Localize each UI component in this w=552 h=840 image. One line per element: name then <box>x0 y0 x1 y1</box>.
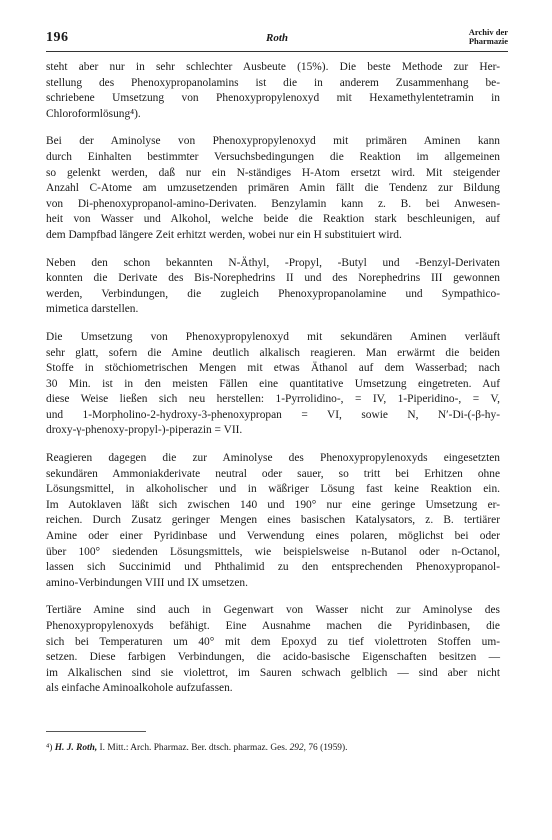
running-title: Roth <box>265 32 288 44</box>
text-line: sekundären Ammoniakderivate neutral oder sauer, so tritt bei Erhitzen ohne <box>46 467 500 480</box>
paragraph <box>46 256 500 318</box>
journal-name-line-2: Pharmazie <box>468 36 508 46</box>
text-line: schriebene Umsetzung von Phenoxypropylenoxyd mit Hexamethylentetramin in <box>46 92 500 105</box>
text-line: von Di-phenoxypropanol-amino-Derivaten. Benzylamin kann z. B. bei Anwesen- <box>46 197 500 210</box>
text-line: im Alkalischen sind sie violettrot, im Sauren schwach gelblich — sind aber nicht <box>46 666 500 679</box>
page-number: 196 <box>46 30 69 45</box>
text-line: heit von Wasser und Alkohol, welche beide die Reaktion stark beschleunigen, auf <box>46 213 500 226</box>
journal-name <box>469 28 508 46</box>
text-line: Lösungsmittel, in alkoholischer und in wäßriger Lösung fast keine Reaktion ein. <box>46 483 500 496</box>
text-line: über 100° siedenden Lösungsmittels, wie beispielsweise n-Butanol oder n-Octanol, <box>46 545 500 558</box>
text-line: sich bei Temperaturen um 40° mit dem Epoxyd zu tief violettroten Stoffen um- <box>46 635 500 648</box>
text-line: durch Einhalten bestimmter Versuchsbedingungen die Reaktion im allgemeinen <box>46 150 500 163</box>
text-line: droxy-γ-phenoxy-propyl-)-piperazin = VII. <box>46 424 243 437</box>
text-line: steht aber nur in sehr schlechter Ausbeute (15%). Die beste Methode zur Her- <box>46 61 500 73</box>
paragraph <box>46 330 500 439</box>
footnote-rule <box>46 731 146 732</box>
page-header <box>46 28 508 50</box>
text-line: Tertiäre Amine sind auch in Gegenwart von Wasser nicht zur Aminolyse des <box>46 604 500 617</box>
text-line: Chloroformlösung⁴). <box>46 107 141 120</box>
paragraph <box>46 134 500 243</box>
text-line: Die Umsetzung von Phenoxypropylenoxyd mit sekundären Aminen verläuft <box>46 330 500 343</box>
text-line: Im Autoklaven läßt sich zwischen 140 und 190° nur eine geringe Umsetzung er- <box>46 498 500 511</box>
text-line: und 1-Morpholino-2-hydroxy-3-phenoxypropan = VI, sowie N, N′-Di-(-β-hy- <box>46 408 500 421</box>
text-line: dem Dampfbad längere Zeit erhitzt werden, wobei nur ein H substituiert wird. <box>46 228 402 241</box>
text-line: mimetica darstellen. <box>46 303 139 316</box>
body-text <box>46 60 500 709</box>
text-line: so gelenkt werden, daß nur ein N-ständiges H-Atom ersetzt wird. Mit steigender <box>46 166 500 179</box>
footnote-pages-year: 76 (1959). <box>308 743 348 753</box>
text-line: werden, Verbindungen, die zugleich Phenoxypropanolamine und Sympathico- <box>46 287 500 300</box>
text-line: als einfache Aminoalkohole aufzufassen. <box>46 682 233 695</box>
text-line: Anzahl C-Atome am umzusetzenden primären Amin fällt die Tendenz zur Bildung <box>46 182 500 195</box>
paragraph <box>46 603 500 697</box>
header-rule <box>46 51 508 52</box>
text-line: Phenoxypropylenoxyds befähigt. Eine Ausnahme machen die Pyridinbasen, die <box>46 620 500 632</box>
footnote-volume: 292, <box>289 743 307 753</box>
footnote-marker: ⁴) <box>46 743 53 753</box>
text-line: lassen sich Succinimid und Phthalimid zu den entsprechenden Phenoxypropanol- <box>46 561 500 574</box>
text-line: setzen. Diese farbigen Verbindungen, die acido-basische Eigenschaften besitzen — <box>46 651 500 664</box>
text-line: konnten die Derivate des Bis-Norephedrins II und des Norephedrins III gewonnen <box>46 272 500 285</box>
footnote <box>46 742 347 754</box>
text-line: 30 Min. ist in den meisten Fällen eine quantitative Umsetzung eingetreten. Auf <box>46 377 500 390</box>
footnote-author: H. J. Roth, <box>54 743 98 753</box>
text-line: Neben den schon bekannten N-Äthyl, -Propyl, -Butyl und -Benzyl-Derivaten <box>46 256 500 269</box>
text-line: stellung des Phenoxypropanolamins ist die in anderem Zusammenhang be- <box>46 76 500 89</box>
paragraph <box>46 60 500 122</box>
text-line: amino-Verbindungen VIII und IX umsetzen. <box>46 576 248 589</box>
journal-name-line-1: Archiv der <box>468 27 508 37</box>
text-line: sehr glatt, sofern die Amine deutlich alkalisch reagieren. Man erwärmt die beiden <box>46 346 500 359</box>
text-line: Amine oder einer Pyridinbase und Verwendung eines polaren, möglichst bei oder <box>46 530 500 543</box>
paragraph <box>46 451 500 591</box>
text-line: Reagieren dagegen die zur Aminolyse des Phenoxypropylenoxyds eingesetzten <box>46 452 500 465</box>
text-line: diese Weise ließen sich neu herstellen: 1-Pyrrolidino-, = IV, 1-Piperidino-, = V, <box>46 393 500 406</box>
text-line: Stoffe in stöchiometrischen Mengen mit etwas Äthanol auf dem Wasserbad; nach <box>46 362 500 375</box>
text-line: Bei der Aminolyse von Phenoxypropylenoxyd mit primären Aminen kann <box>46 135 500 148</box>
text-line: reichen. Durch Zusatz geringer Mengen eines basischen Katalysators, z. B. tertiärer <box>46 514 500 527</box>
footnote-reference: I. Mitt.: Arch. Pharmaz. Ber. dtsch. pharmaz. Ges. <box>99 743 288 753</box>
